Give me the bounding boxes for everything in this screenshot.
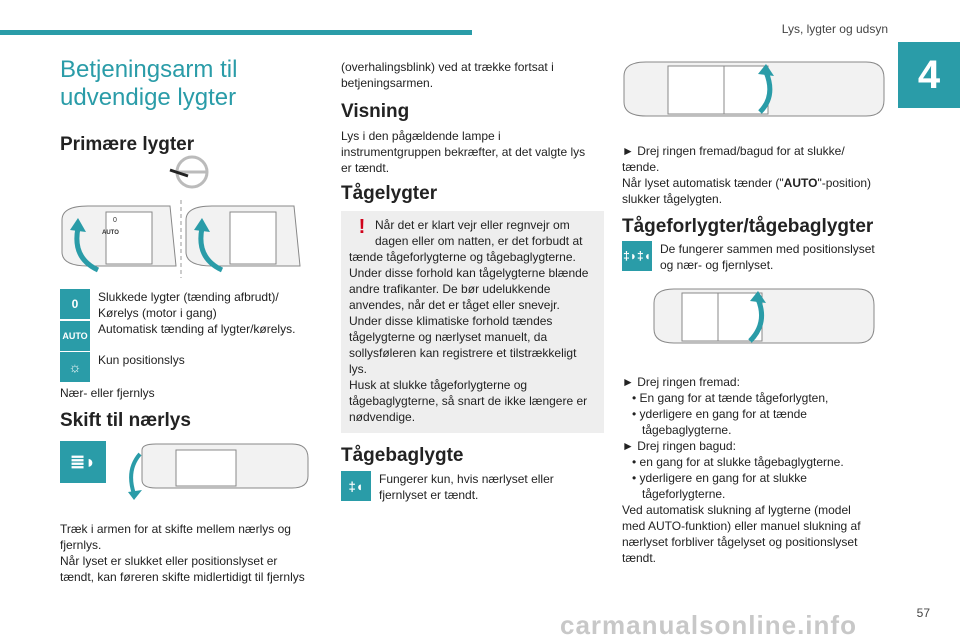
ring-text-3-pre: Når lyset automatisk tænder (" bbox=[622, 176, 784, 190]
step-text-1: ► Drej ringen fremad: bbox=[622, 375, 740, 389]
col2-text-1: (overhalingsblink) ved at trække fortsat i bbox=[341, 60, 554, 74]
row-off-line-1: Slukkede lygter (tænding afbrudt)/ bbox=[98, 290, 279, 304]
stalk-diagram-switch bbox=[112, 440, 312, 500]
ring-text-3-post: "-position) bbox=[817, 176, 872, 190]
step-text-11: nærlyset forbliver tågelyset og positionslyset bbox=[622, 535, 858, 549]
warning-text-8: tågelygterne og nærlyset manuelt, da bbox=[349, 330, 548, 344]
page-number: 57 bbox=[916, 606, 930, 620]
page-title-line-1: Betjeningsarm til bbox=[60, 56, 238, 83]
warning-text-4: Under disse forhold kan tågelygterne blænde bbox=[349, 266, 589, 280]
zero-position-icon: 0 bbox=[60, 289, 90, 319]
front-rear-text-2: og nær- og fjernlyset. bbox=[660, 258, 774, 272]
warning-icon: ! bbox=[358, 216, 366, 238]
heading-rear-fog: Tågebaglygte bbox=[341, 445, 464, 466]
stalk-right bbox=[186, 206, 300, 270]
warning-text-12: tågebaglygterne, så snart de ikke længere er bbox=[349, 394, 588, 408]
steering-wheel-icon bbox=[168, 152, 212, 192]
step-text-5: ► Drej ringen bagud: bbox=[622, 439, 736, 453]
switch-text-2: fjernlys. bbox=[60, 538, 102, 552]
warning-box bbox=[341, 211, 604, 433]
switch-text-3: Når lyset er slukket eller positionslyset er bbox=[60, 554, 278, 568]
heading-fog-lights: Tågelygter bbox=[341, 183, 438, 204]
step-text-3: • yderligere en gang for at tænde bbox=[632, 407, 807, 421]
ring-text-3-bold: AUTO bbox=[783, 176, 818, 190]
ring-text-4: slukker tågelygten. bbox=[622, 192, 723, 206]
display-text-2: instrumentgruppen bekræfter, at det valgte lys bbox=[341, 145, 586, 159]
step-text-10: med AUTO-funktion) eller manuel slukning af bbox=[622, 519, 861, 533]
warning-text-10: lys. bbox=[349, 362, 367, 376]
heading-switch-low-beam: Skift til nærlys bbox=[60, 410, 191, 431]
page-title bbox=[60, 56, 320, 112]
warning-text-13: nødvendige. bbox=[349, 410, 416, 424]
step-text-6: • en gang for at slukke tågebaglygterne. bbox=[632, 455, 844, 469]
display-text-1: Lys i den pågældende lampe i bbox=[341, 129, 501, 143]
auto-position-icon: AUTO bbox=[60, 321, 90, 351]
step-text-4: tågebaglygterne. bbox=[642, 423, 732, 437]
low-beam-icon: ≣◗ bbox=[60, 441, 106, 483]
rear-fog-row bbox=[341, 471, 606, 503]
stalk-diagram-fog-rear bbox=[622, 56, 888, 126]
front-rear-fog-row bbox=[622, 241, 890, 273]
ring-text-2: tænde. bbox=[622, 160, 660, 174]
stalk-diagram-primary bbox=[58, 200, 306, 278]
ring-text-3 bbox=[622, 175, 890, 191]
ring-instructions bbox=[622, 143, 890, 207]
front-rear-text-1: De fungerer sammen med positionslyset bbox=[660, 242, 875, 256]
heading-display: Visning bbox=[341, 101, 410, 122]
display-text-3: er tændt. bbox=[341, 161, 390, 175]
warning-text-1: Når det er klart vejr eller regnvejr om bbox=[375, 218, 570, 232]
column-1 bbox=[60, 56, 320, 166]
warning-text-9: sollysføleren kan registrere et tilstrækkeligt bbox=[349, 346, 577, 360]
rear-fog-text-2: fjernlyset er tændt. bbox=[379, 488, 479, 502]
row-position bbox=[60, 352, 320, 382]
column-2-intro bbox=[341, 59, 606, 91]
stalk-auto-label: AUTO bbox=[102, 230, 119, 236]
warning-text-7: Under disse klimatiske forhold tændes bbox=[349, 314, 553, 328]
warning-text-5: andre trafikanter. De bør udelukkende bbox=[349, 282, 551, 296]
switch-description bbox=[60, 521, 320, 585]
rear-fog-icon: ‡◖ bbox=[341, 471, 371, 501]
switch-text-1: Træk i armen for at skifte mellem nærlys og bbox=[60, 522, 291, 536]
rear-fog-text-1: Fungerer kun, hvis nærlyset eller bbox=[379, 472, 554, 486]
step-text-9: Ved automatisk slukning af lygterne (model bbox=[622, 503, 851, 517]
step-text-8: tågeforlygterne. bbox=[642, 487, 726, 501]
step-text-7: • yderligere en gang for at slukke bbox=[632, 471, 807, 485]
position-light-icon: ☼ bbox=[60, 352, 90, 382]
warning-text-11: Husk at slukke tågeforlygterne og bbox=[349, 378, 528, 392]
row-off bbox=[60, 289, 320, 321]
row-off-line-2: Kørelys (motor i gang) bbox=[98, 306, 217, 320]
switch-text-4: tændt, kan føreren skifte midlertidigt til fjernlys bbox=[60, 570, 305, 584]
page-title-line-2: udvendige lygter bbox=[60, 84, 237, 111]
ring-steps bbox=[622, 374, 890, 566]
stalk-zero-label: 0 bbox=[113, 217, 117, 224]
ring-text-1: ► Drej ringen fremad/bagud for at slukke/ bbox=[622, 144, 845, 158]
step-text-2: • En gang for at tænde tågeforlygten, bbox=[632, 391, 829, 405]
step-text-12: tændt. bbox=[622, 551, 657, 565]
section-title: Lys, lygter og udsyn bbox=[781, 22, 888, 36]
warning-text-3: tænde tågeforlygterne og tågebaglygterne. bbox=[349, 250, 576, 264]
row-position-text: Kun positionslys bbox=[98, 353, 185, 367]
display-text bbox=[341, 128, 606, 176]
warning-text-2: dagen eller om natten, er det forbudt at bbox=[375, 234, 583, 248]
row-auto-text: Automatisk tænding af lygter/kørelys. bbox=[98, 322, 296, 336]
stalk-left bbox=[62, 206, 176, 270]
near-far-text: Nær- eller fjernlys bbox=[60, 386, 155, 400]
heading-primary-lights: Primære lygter bbox=[60, 134, 195, 155]
header-accent-bar bbox=[0, 30, 472, 35]
front-rear-fog-icon: ‡◗‡◖ bbox=[622, 241, 652, 271]
stalk-diagram-fog-front bbox=[652, 283, 878, 353]
col2-text-2: betjeningsarmen. bbox=[341, 76, 434, 90]
watermark: carmanualsonline.info bbox=[560, 610, 857, 640]
row-auto bbox=[60, 321, 320, 351]
heading-front-rear-fog: Tågeforlygter/tågebaglygter bbox=[622, 216, 874, 237]
chapter-tab: 4 bbox=[898, 42, 960, 108]
warning-text-6: anvendes, når det er tåget eller snevejr. bbox=[349, 298, 560, 312]
